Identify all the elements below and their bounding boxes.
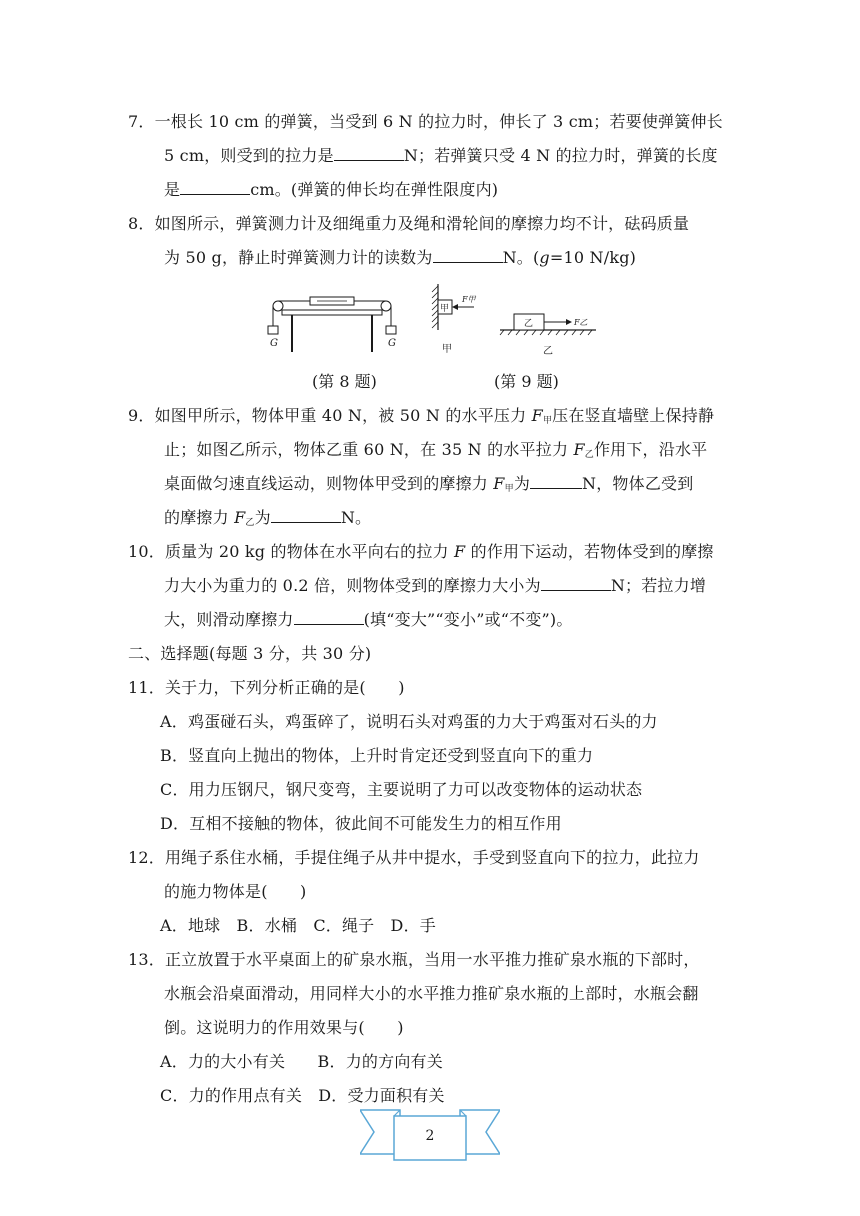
figure-yi-label: 乙 <box>543 346 553 357</box>
q11-stem: 11．关于力，下列分析正确的是( ) <box>128 678 405 697</box>
q10-blank-friction[interactable] <box>541 576 611 591</box>
q10-line2: 力大小为重力的 0.2 倍，则物体受到的摩擦力大小为 N；若拉力增 <box>164 576 707 595</box>
q11-option-d[interactable]: D．互相不接触的物体，彼此间不可能发生力的相互作用 <box>160 814 562 833</box>
figure-8-spring-scale-table <box>262 290 402 360</box>
q8-line2: 为 50 g，静止时弹簧测力计的读数为 N。(g=10 N/kg) <box>164 248 637 267</box>
weight-label-right: G <box>388 338 396 349</box>
q11-option-c[interactable]: C．用力压钢尺，钢尺变弯，主要说明了力可以改变物体的运动状态 <box>160 780 643 799</box>
q10-line3: 大，则滑动摩擦力 (填“变大”“变小”或“不变”)。 <box>164 610 573 629</box>
force-yi-label: F乙 <box>574 318 588 327</box>
q11-option-a[interactable]: A．鸡蛋碰石头，鸡蛋碎了，说明石头对鸡蛋的力大于鸡蛋对石头的力 <box>160 712 658 731</box>
q13-line1: 13．正立放置于水平桌面上的矿泉水瓶，当用一水平推力推矿泉水瓶的下部时， <box>128 950 700 969</box>
q13-line2: 水瓶会沿桌面滑动，用同样大小的水平推力推矿泉水瓶的上部时，水瓶会翻 <box>164 984 699 1003</box>
block-jia-label: 甲 <box>440 304 450 314</box>
q10-line1: 10．质量为 20 kg 的物体在水平向右的拉力 F 的作用下运动，若物体受到的摩擦 <box>128 542 714 561</box>
page-number: 2 <box>425 1128 435 1144</box>
q9-line4: 的摩擦力 $F_乙$为 N。 <box>164 508 372 528</box>
q7-line1: 7．一根长 10 cm 的弹簧，当受到 6 N 的拉力时，伸长了 3 cm；若要使弹簧伸长 <box>128 112 723 131</box>
q12-line1: 12．用绳子系住水桶，手提住绳子从井中提水，手受到竖直向下的拉力，此拉力 <box>128 848 700 867</box>
block-yi-label: 乙 <box>524 319 534 329</box>
section-2-heading: 二、选择题(每题 3 分，共 30 分) <box>128 644 372 663</box>
q9-line1: 9．如图甲所示，物体甲重 40 N，被 50 N 的水平压力 $F_甲$压在竖直墙壁上保持静 <box>128 406 715 426</box>
q8-line1: 8．如图所示，弹簧测力计及细绳重力及绳和滑轮间的摩擦力均不计，砝码质量 <box>128 214 690 233</box>
q12-line2: 的施力物体是( ) <box>164 882 307 901</box>
q8-blank-reading[interactable] <box>433 248 503 263</box>
q7-blank-force[interactable] <box>334 146 404 161</box>
q9-line3: 桌面做匀速直线运动，则物体甲受到的摩擦力 $F_甲$为 N，物体乙受到 <box>164 474 694 494</box>
q13-line3: 倒。这说明力的作用效果与( ) <box>164 1018 404 1037</box>
q13-options-cd[interactable]: C．力的作用点有关 D．受力面积有关 <box>160 1086 445 1105</box>
figure-9-yi-table <box>496 304 606 358</box>
q9-blank-friction-jia[interactable] <box>530 474 582 489</box>
q13-options-ab[interactable]: A．力的大小有关 B．力的方向有关 <box>160 1052 443 1071</box>
figure-jia-label: 甲 <box>442 344 452 355</box>
q7-line2: 5 cm，则受到的拉力是 N；若弹簧只受 4 N 的拉力时，弹簧的长度 <box>164 146 718 165</box>
figure-9-jia-wall <box>424 282 494 358</box>
figure-8-caption: (第 8 题) <box>312 372 377 391</box>
q9-line2: 止；如图乙所示，物体乙重 60 N，在 35 N 的水平拉力 $F_乙$作用下，沿水平 <box>164 440 708 460</box>
q10-blank-change[interactable] <box>294 610 364 625</box>
figure-9-caption: (第 9 题) <box>494 372 559 391</box>
q7-line3: 是 cm。(弹簧的伸长均在弹性限度内) <box>164 180 499 199</box>
q7-blank-length[interactable] <box>180 180 250 195</box>
q11-option-b[interactable]: B．竖直向上抛出的物体，上升时肯定还受到竖直向下的重力 <box>160 746 594 765</box>
force-jia-label: F甲 <box>462 295 476 304</box>
q12-options[interactable]: A．地球 B．水桶 C．绳子 D．手 <box>160 916 436 935</box>
q9-blank-friction-yi[interactable] <box>271 508 341 523</box>
weight-label-left: G <box>270 338 278 349</box>
